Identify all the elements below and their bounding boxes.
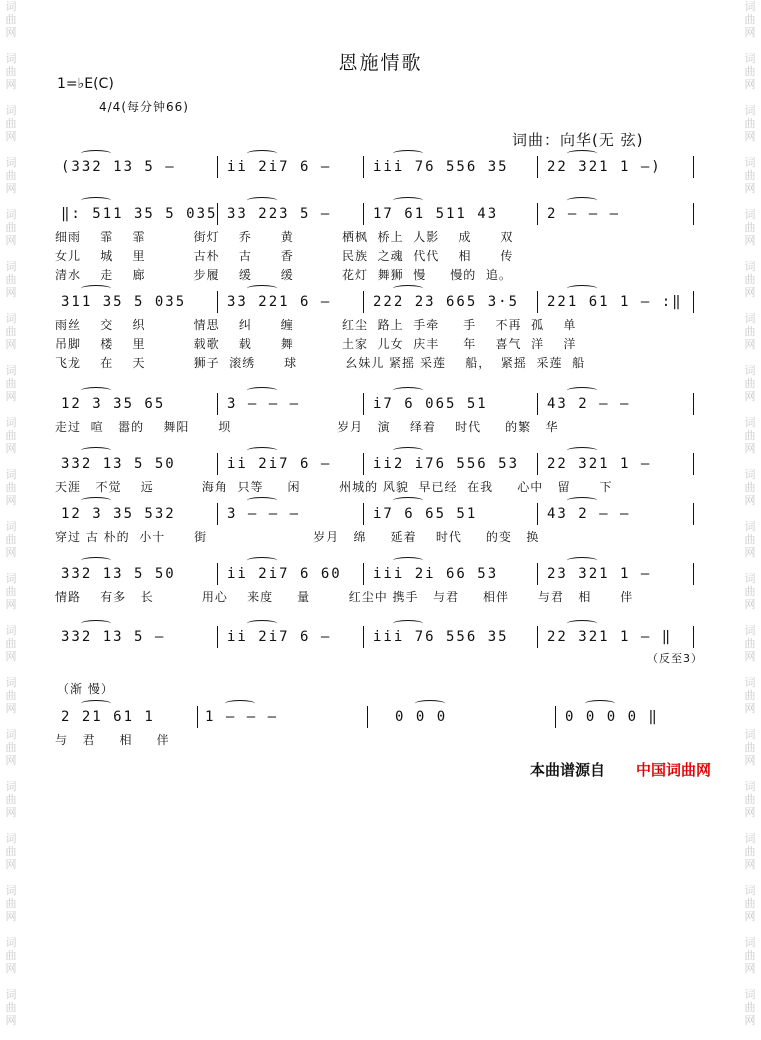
measure: 2 21 61 1 [61, 709, 155, 725]
watermark-char: 网 [5, 26, 17, 39]
notation-row [55, 293, 705, 313]
watermark-gap [741, 507, 759, 520]
measure: 23 321 1 – [547, 566, 652, 582]
watermark-char: 词 [5, 260, 17, 273]
watermark-char: 词 [744, 936, 756, 949]
slur-mark [81, 620, 111, 627]
watermark-gap [741, 455, 759, 468]
watermark-char: 网 [744, 390, 756, 403]
watermark-gap [741, 715, 759, 728]
watermark-gap [2, 1027, 20, 1040]
slur-mark [567, 620, 597, 627]
watermark-char: 曲 [744, 429, 756, 442]
watermark-char: 词 [744, 832, 756, 845]
notation-row [55, 395, 705, 415]
barline [363, 291, 364, 313]
watermark-char: 词 [744, 208, 756, 221]
notation-row [55, 565, 705, 585]
source-site-link[interactable]: 中国词曲网 [636, 761, 712, 779]
slur-mark [567, 150, 597, 157]
watermark-char: 曲 [744, 481, 756, 494]
watermark-char: 曲 [5, 429, 17, 442]
measure: ii2 i76 556 53 [373, 456, 520, 472]
watermark-char: 词 [744, 260, 756, 273]
watermark-char: 词 [744, 624, 756, 637]
measure: ii 2i7 6 – [227, 159, 332, 175]
watermark-char: 网 [744, 494, 756, 507]
measure: 311 35 5 035 [61, 294, 187, 310]
watermark-char: 曲 [5, 845, 17, 858]
watermark-char: 网 [5, 650, 17, 663]
watermark-char: 网 [5, 910, 17, 923]
barline [537, 503, 538, 525]
watermark-char: 网 [5, 494, 17, 507]
watermark-char: 曲 [5, 1001, 17, 1014]
measure: 33 223 5 – [227, 206, 332, 222]
watermark-char: 曲 [5, 377, 17, 390]
watermark-char: 曲 [744, 1001, 756, 1014]
watermark-gap [741, 403, 759, 416]
watermark-char: 曲 [744, 13, 756, 26]
barline [693, 291, 694, 313]
watermark-char: 词 [5, 156, 17, 169]
measure: 332 13 5 50 [61, 566, 176, 582]
watermark-char: 词 [5, 208, 17, 221]
watermark-char: 网 [5, 130, 17, 143]
watermark-char: 词 [5, 468, 17, 481]
slur-mark [225, 700, 255, 707]
watermark-gap [741, 143, 759, 156]
barline [537, 393, 538, 415]
watermark-char: 词 [744, 676, 756, 689]
lyric-line: 细雨 霏 霏 街灯 乔 黄 栖枫 桥上 人影 成 双 [55, 230, 514, 244]
slur-mark [567, 285, 597, 292]
watermark-char: 网 [744, 702, 756, 715]
measure: 222 23 665 3·5 [373, 294, 520, 310]
measure: 0 0 0 0 ‖ [565, 709, 659, 725]
watermark-char: 词 [5, 364, 17, 377]
watermark-right [741, 0, 759, 1027]
lyric-line: 情路 有多 长 用心 来度 量 红尘中 携手 与君 相伴 与君 相 伴 [55, 590, 634, 604]
watermark-char: 网 [5, 962, 17, 975]
watermark-char: 词 [744, 780, 756, 793]
watermark-char: 曲 [744, 169, 756, 182]
watermark-char: 词 [744, 156, 756, 169]
notation-row [55, 505, 705, 525]
measure: 33 221 6 – [227, 294, 332, 310]
barline [363, 453, 364, 475]
barline [693, 453, 694, 475]
watermark-char: 曲 [5, 481, 17, 494]
repeat-note: （反至3） [647, 652, 703, 665]
barline [217, 563, 218, 585]
lyric-line: 吊脚 楼 里 载歌 载 舞 土家 儿女 庆丰 年 喜气 洋 洋 [55, 337, 577, 351]
watermark-gap [741, 663, 759, 676]
slur-mark [81, 387, 111, 394]
watermark-char: 词 [5, 728, 17, 741]
watermark-char: 词 [5, 988, 17, 1001]
watermark-gap [741, 923, 759, 936]
watermark-gap [2, 403, 20, 416]
slur-mark [393, 620, 423, 627]
watermark-char: 词 [744, 364, 756, 377]
barline [363, 503, 364, 525]
watermark-char: 网 [5, 754, 17, 767]
watermark-char: 词 [5, 624, 17, 637]
watermark-gap [741, 247, 759, 260]
watermark-char: 网 [5, 234, 17, 247]
watermark-char: 词 [5, 312, 17, 325]
key-signature: 1=♭E(C) [57, 76, 114, 92]
barline [693, 393, 694, 415]
measure: i7 6 65 51 [373, 506, 478, 522]
barline [363, 393, 364, 415]
lyric-line: 飞龙 在 天 狮子 滚绣 球 幺妹儿 紧摇 采莲 船， 紧摇 采莲 船 [55, 356, 586, 370]
slur-mark [393, 285, 423, 292]
watermark-gap [2, 91, 20, 104]
measure: 332 13 5 50 [61, 456, 176, 472]
watermark-char: 词 [5, 572, 17, 585]
watermark-char: 曲 [5, 793, 17, 806]
watermark-char: 网 [744, 442, 756, 455]
watermark-char: 网 [5, 806, 17, 819]
watermark-gap [741, 871, 759, 884]
watermark-char: 网 [5, 442, 17, 455]
slur-mark [393, 557, 423, 564]
watermark-char: 曲 [5, 585, 17, 598]
watermark-char: 网 [744, 598, 756, 611]
watermark-gap [2, 351, 20, 364]
watermark-char: 词 [744, 884, 756, 897]
watermark-char: 曲 [5, 637, 17, 650]
watermark-gap [2, 143, 20, 156]
slur-mark [415, 700, 445, 707]
slur-mark [567, 447, 597, 454]
notation-row [55, 205, 705, 225]
notation-row [55, 158, 705, 178]
measure: 22 321 1 –) [547, 159, 662, 175]
barline [537, 626, 538, 648]
watermark-char: 网 [744, 338, 756, 351]
watermark-char: 曲 [744, 273, 756, 286]
measure: ii 2i7 6 – [227, 456, 332, 472]
watermark-char: 曲 [744, 689, 756, 702]
watermark-char: 曲 [5, 65, 17, 78]
measure: ‖: 511 35 5 035 [61, 206, 218, 222]
watermark-gap [2, 871, 20, 884]
slur-mark [247, 447, 277, 454]
watermark-gap [741, 559, 759, 572]
measure: ii 2i7 6 60 [227, 566, 342, 582]
barline [537, 291, 538, 313]
slur-mark [81, 557, 111, 564]
watermark-char: 网 [744, 650, 756, 663]
watermark-char: 词 [5, 52, 17, 65]
watermark-char: 曲 [744, 377, 756, 390]
barline [363, 626, 364, 648]
watermark-char: 网 [5, 1014, 17, 1027]
measure: 3 – – – [227, 506, 301, 522]
watermark-char: 词 [744, 988, 756, 1001]
watermark-gap [741, 767, 759, 780]
watermark-char: 词 [5, 0, 17, 13]
slur-mark [567, 197, 597, 204]
barline [217, 503, 218, 525]
slur-mark [81, 497, 111, 504]
watermark-char: 曲 [5, 949, 17, 962]
barline [537, 563, 538, 585]
watermark-gap [2, 559, 20, 572]
watermark-gap [741, 91, 759, 104]
watermark-char: 网 [5, 182, 17, 195]
watermark-char: 曲 [744, 65, 756, 78]
lyric-line: 走过 喧 嚣的 舞阳 坝 岁月 演 绎着 时代 的繁 华 [55, 420, 559, 434]
watermark-char: 网 [744, 910, 756, 923]
watermark-gap [2, 611, 20, 624]
measure: 12 3 35 65 [61, 396, 166, 412]
measure: iii 76 556 35 [373, 159, 509, 175]
watermark-char: 词 [744, 0, 756, 13]
measure: ii 2i7 6 – [227, 629, 332, 645]
watermark-char: 网 [5, 546, 17, 559]
barline [363, 563, 364, 585]
barline [197, 706, 198, 728]
watermark-char: 曲 [5, 325, 17, 338]
slur-mark [81, 197, 111, 204]
watermark-gap [2, 299, 20, 312]
watermark-char: 网 [744, 182, 756, 195]
slur-mark [393, 447, 423, 454]
lyric-line: 天涯 不觉 远 海角 只等 闲 州城的 风貌 早已经 在我 心中 留 下 [55, 480, 613, 494]
watermark-char: 曲 [5, 13, 17, 26]
measure: 12 3 35 532 [61, 506, 176, 522]
barline [555, 706, 556, 728]
measure: 332 13 5 – [61, 629, 166, 645]
measure: 1 – – – [205, 709, 279, 725]
watermark-char: 词 [744, 572, 756, 585]
watermark-char: 曲 [5, 117, 17, 130]
watermark-gap [2, 507, 20, 520]
watermark-char: 曲 [5, 533, 17, 546]
watermark-char: 曲 [744, 221, 756, 234]
watermark-char: 网 [5, 702, 17, 715]
watermark-gap [2, 767, 20, 780]
watermark-char: 词 [5, 936, 17, 949]
watermark-char: 词 [744, 728, 756, 741]
slur-mark [247, 285, 277, 292]
watermark-char: 词 [744, 468, 756, 481]
barline [693, 626, 694, 648]
watermark-char: 网 [744, 286, 756, 299]
watermark-gap [2, 975, 20, 988]
slur-mark [81, 285, 111, 292]
watermark-char: 曲 [5, 741, 17, 754]
watermark-char: 曲 [744, 325, 756, 338]
watermark-char: 网 [5, 338, 17, 351]
watermark-char: 词 [5, 832, 17, 845]
watermark-char: 曲 [5, 169, 17, 182]
barline [367, 706, 368, 728]
watermark-char: 网 [5, 78, 17, 91]
watermark-gap [741, 819, 759, 832]
source-label: 本曲谱源自 [530, 761, 606, 779]
watermark-char: 词 [744, 520, 756, 533]
barline [537, 156, 538, 178]
watermark-gap [2, 247, 20, 260]
watermark-char: 曲 [744, 845, 756, 858]
watermark-gap [2, 819, 20, 832]
measure: 43 2 – – [547, 396, 631, 412]
slur-mark [393, 387, 423, 394]
watermark-char: 网 [5, 858, 17, 871]
slur-mark [81, 447, 111, 454]
watermark-char: 网 [744, 962, 756, 975]
watermark-gap [2, 455, 20, 468]
measure: iii 76 556 35 [373, 629, 509, 645]
lyric-line: 女儿 城 里 古朴 古 香 民族 之魂 代代 相 传 [55, 249, 514, 263]
lyric-line: 雨丝 交 织 情思 纠 缠 红尘 路上 手牵 手 不再 孤 单 [55, 318, 577, 332]
watermark-char: 网 [5, 598, 17, 611]
watermark-char: 网 [5, 286, 17, 299]
tempo-note: （渐 慢） [57, 682, 114, 696]
watermark-gap [2, 715, 20, 728]
watermark-left [2, 0, 20, 1027]
watermark-char: 曲 [744, 117, 756, 130]
measure: iii 2i 66 53 [373, 566, 499, 582]
watermark-char: 曲 [744, 533, 756, 546]
watermark-char: 词 [5, 104, 17, 117]
watermark-gap [2, 923, 20, 936]
watermark-char: 曲 [744, 585, 756, 598]
slur-mark [81, 700, 111, 707]
watermark-gap [741, 195, 759, 208]
notation-row [55, 455, 705, 475]
watermark-char: 网 [744, 1014, 756, 1027]
slur-mark [567, 557, 597, 564]
slur-mark [393, 497, 423, 504]
watermark-char: 曲 [5, 273, 17, 286]
watermark-char: 网 [744, 754, 756, 767]
slur-mark [247, 557, 277, 564]
slur-mark [247, 150, 277, 157]
measure: 0 0 0 [395, 709, 448, 725]
lyric-line: 与 君 相 伴 [55, 733, 170, 747]
measure: 2 – – – [547, 206, 621, 222]
barline [363, 203, 364, 225]
watermark-char: 词 [744, 52, 756, 65]
slur-mark [393, 197, 423, 204]
measure: 43 2 – – [547, 506, 631, 522]
watermark-char: 曲 [744, 741, 756, 754]
barline [537, 203, 538, 225]
watermark-char: 曲 [744, 949, 756, 962]
lyric-line: 清水 走 廊 步履 缓 缓 花灯 舞狮 慢 慢的 追。 [55, 268, 512, 282]
slur-mark [247, 497, 277, 504]
measure: (332 13 5 – [61, 159, 176, 175]
watermark-char: 词 [744, 104, 756, 117]
barline [693, 156, 694, 178]
measure: i7 6 065 51 [373, 396, 488, 412]
watermark-char: 网 [744, 26, 756, 39]
watermark-char: 网 [5, 390, 17, 403]
watermark-char: 网 [744, 78, 756, 91]
notation-row [55, 628, 705, 648]
song-title: 恩施情歌 [338, 52, 423, 74]
slur-mark [393, 150, 423, 157]
watermark-gap [741, 1027, 759, 1040]
slur-mark [247, 387, 277, 394]
watermark-char: 网 [744, 546, 756, 559]
measure: 22 321 1 – ‖ [547, 629, 673, 645]
watermark-char: 网 [744, 130, 756, 143]
watermark-gap [741, 975, 759, 988]
slur-mark [247, 197, 277, 204]
barline [217, 453, 218, 475]
watermark-gap [741, 351, 759, 364]
barline [217, 626, 218, 648]
watermark-char: 曲 [5, 897, 17, 910]
barline [217, 291, 218, 313]
barline [217, 393, 218, 415]
watermark-char: 网 [744, 234, 756, 247]
watermark-gap [2, 663, 20, 676]
slur-mark [567, 387, 597, 394]
barline [537, 453, 538, 475]
watermark-gap [741, 299, 759, 312]
watermark-char: 网 [744, 806, 756, 819]
coda-notation-row [55, 708, 705, 728]
watermark-char: 曲 [5, 689, 17, 702]
watermark-char: 词 [744, 416, 756, 429]
slur-mark [585, 700, 615, 707]
watermark-char: 词 [5, 884, 17, 897]
watermark-char: 曲 [744, 637, 756, 650]
measure: 22 321 1 – [547, 456, 652, 472]
watermark-char: 曲 [5, 221, 17, 234]
slur-mark [567, 497, 597, 504]
watermark-char: 词 [5, 416, 17, 429]
measure: 17 61 511 43 [373, 206, 499, 222]
watermark-char: 词 [5, 676, 17, 689]
watermark-char: 词 [5, 520, 17, 533]
barline [693, 203, 694, 225]
barline [693, 563, 694, 585]
lyric-line: 穿过 古 朴的 小十 街 岁月 绵 延着 时代 的变 换 [55, 530, 540, 544]
credits: 词曲：向华(无 弦) [512, 131, 644, 149]
slur-mark [247, 620, 277, 627]
slur-mark [81, 150, 111, 157]
watermark-char: 词 [5, 780, 17, 793]
barline [693, 503, 694, 525]
watermark-char: 网 [744, 858, 756, 871]
barline [363, 156, 364, 178]
measure: 3 – – – [227, 396, 301, 412]
barline [217, 156, 218, 178]
watermark-char: 曲 [744, 793, 756, 806]
measure: 221 61 1 – :‖ [547, 294, 683, 310]
watermark-char: 词 [744, 312, 756, 325]
watermark-gap [2, 195, 20, 208]
watermark-gap [741, 611, 759, 624]
watermark-char: 曲 [744, 897, 756, 910]
time-signature: 4/4(每分钟66) [99, 100, 189, 114]
